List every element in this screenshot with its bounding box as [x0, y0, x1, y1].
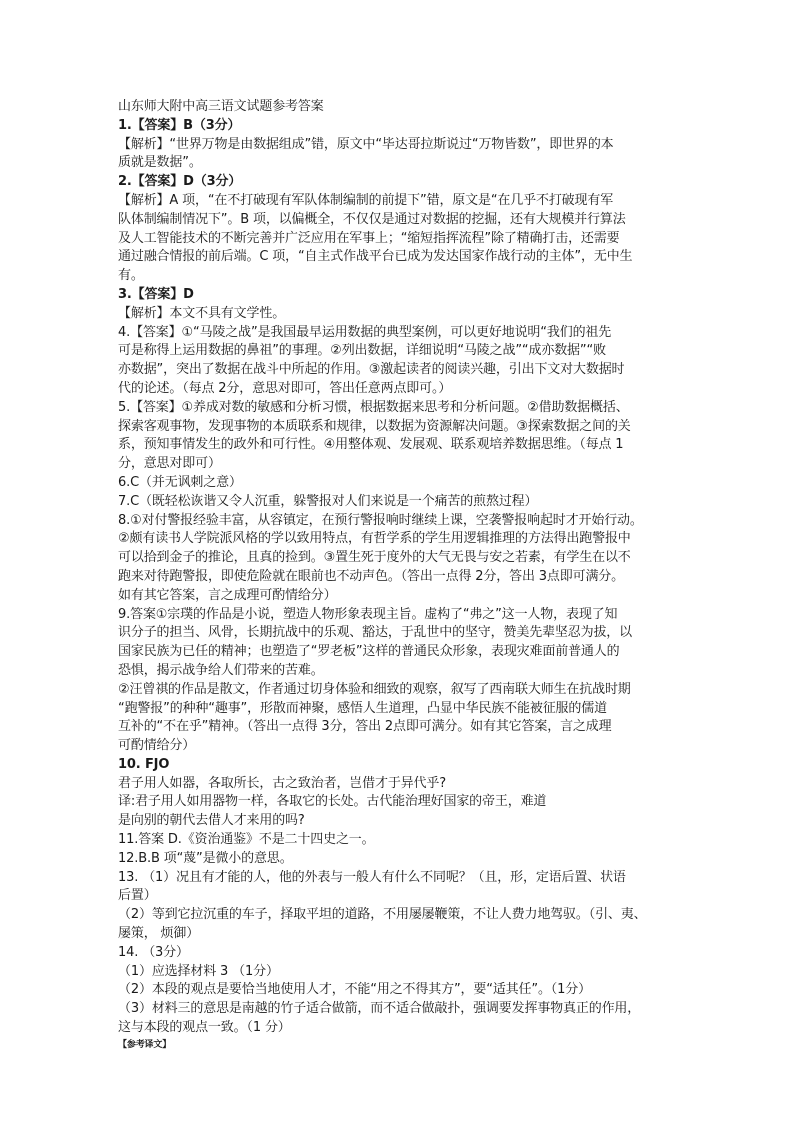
q9-answer-line: 9.答案①宗璞的作品是小说，塑造人物形象表现主旨。虚构了“弗之”这一人物，表现了知 [118, 606, 618, 622]
q9-answer-line: “跑警报”的种种“趣事”，形散而神聚，感悟人生道理，凸显中华民族不能被征服的儒道 [118, 700, 607, 716]
q11-answer-line: 11.答案 D.《资治通鉴》不是二十四史之一。 [118, 832, 375, 848]
q9-answer-line: 恐惧，揭示战争给人们带来的苦难。 [118, 662, 324, 678]
q10-answer-line: 君子用人如器，各取所长，古之致治者，岂借才于异代乎? [118, 775, 447, 791]
q9-answer-line: 互补的“不在乎”精神。（答出一点得 3分，答出 2点即可满分。如有其它答案，言之成理 [118, 719, 612, 735]
q13-answer-line: 后置） [118, 888, 157, 904]
q4-answer-line: 可是称得上运用数据的鼻祖”的事理。②列出数据，详细说明“马陵之战”“成亦数据”“败 [118, 343, 606, 359]
q13-answer-line: 13. （1）况且有才能的人，他的外表与一般人有什么不同呢？（且，形，定语后置、状语 [118, 869, 626, 885]
q10-answer-line: 是向别的朝代去借人才来用的吗? [118, 813, 305, 829]
q1-analysis-line: 【解析】“世界万物是由数据组成”错，原文中“毕达哥拉斯说过“万物皆数”，即世界的本 [118, 136, 614, 152]
q14-answer-line: （2）本段的观点是要恰当地使用人才，不能“用之不得其方”，要“适其任”。（1分） [118, 982, 591, 998]
q2-answer: 2.【答案】D（3分） [118, 174, 242, 190]
q4-answer-line: 亦数据”，突出了数据在战斗中所起的作用。③激起读者的阅读兴趣，引出下文对大数据时 [118, 362, 625, 378]
q3-answer: 3.【答案】D [118, 286, 194, 302]
q13-answer-line: 屡策， 烦御） [118, 926, 200, 942]
q1-answer: 1.【答案】B（3分） [118, 117, 241, 133]
q8-answer-line: 如有其它答案，言之成理可酌情给分） [118, 587, 337, 603]
q2-analysis-line: 【解析】A 项，“在不打破现有军队体制编制的前提下”错，原文是“在几乎不打破现有军 [118, 192, 614, 208]
q14-answer-line: （1）应选择材料 3 （1分） [118, 963, 279, 979]
q9-answer-line: 识分子的担当、风骨，长期抗战中的乐观、豁达，于乱世中的坚守，赞美先辈坚忍为拔，以 [118, 625, 633, 641]
answer-key-document [118, 98, 680, 1052]
q5-answer-line: 5.【答案】①养成对数的敏感和分析习惯，根据数据来思考和分析问题。②借助数据概括、 [118, 399, 629, 415]
reference-translation-heading: 【参考译文】 [118, 1039, 172, 1050]
q5-answer-line: 系，预知事情发生的政外和可行性。④用整体观、发展观、联系观培养数据思维。（每点 1 [118, 437, 624, 453]
q5-answer-line: 分，意思对即可） [118, 456, 221, 472]
q2-analysis-line: 通过融合情报的前后端。C 项，“自主式作战平台已成为发达国家作战行动的主体”，无中生 [118, 249, 633, 265]
q3-analysis-line: 【解析】本文不具有文学性。 [118, 305, 286, 321]
q2-analysis-line: 有。 [118, 268, 144, 284]
q9-answer-line: 国家民族为已任的精神；也塑造了“罗老板”这样的普通民众形象，表现灾难面前普通人的 [118, 644, 620, 660]
q2-analysis-line: 队体制编制情况下”。B 项，以偏概全，不仅仅是通过对数据的挖掘，还有大规模并行算法 [118, 211, 626, 227]
q2-analysis-line: 及人工智能技术的不断完善并广泛应用在军事上；“缩短指挥流程”除了精确打击，还需要 [118, 230, 620, 246]
q4-answer-line: 代的论述。（每点 2分，意思对即可，答出任意两点即可。） [118, 380, 452, 396]
q14-answer-line: 14. （3分） [118, 944, 189, 960]
q13-answer-line: （2）等到它拉沉重的车子，择取平坦的道路，不用屡屡鞭策，不让人费力地驾驭。（引、夷、 [118, 907, 647, 923]
q8-answer-line: 跑来对待跑警报，即使危险就在眼前也不动声色。（答出一点得 2分，答出 3点即可满分。 [118, 568, 625, 584]
q8-answer-line: 可以拾到金子的推论，且真的捡到。③置生死于度外的大气无畏与安之若素，有学生在以不 [118, 550, 631, 566]
q10-answer: 10. FJO [118, 756, 170, 772]
q14-answer-line: 这与本段的观点一致。（1 分） [118, 1020, 291, 1036]
q5-answer-line: 探索客观事物，发现事物的本质联系和规律，以数据为资源解决问题。③探索数据之间的关 [118, 418, 631, 434]
q10-answer-line: 译:君子用人如用器物一样，各取它的长处。古代能治理好国家的帝王，难道 [118, 794, 547, 810]
q9-answer-line: 可酌情给分） [118, 738, 196, 754]
q1-analysis-line: 质就是数据”。 [118, 155, 202, 171]
q8-answer-line: 8.①对付警报经验丰富，从容镇定，在预行警报响时继续上课，空袭警报响起时才开始行动。 [118, 512, 643, 528]
document-title: 山东师大附中高三语文试题参考答案 [118, 99, 324, 114]
q14-answer-line: （3）材料三的意思是南越的竹子适合做箭，而不适合做敲扑，强调要发挥事物真正的作用， [118, 1001, 641, 1017]
q7-answer-line: 7.C（既轻松诙谐又令人沉重，躲警报对人们来说是一个痛苦的煎熬过程） [118, 493, 538, 509]
q12-answer-line: 12.B.B 项“蔑”是微小的意思。 [118, 850, 293, 866]
q6-answer-line: 6.C（并无讽刺之意） [118, 474, 242, 490]
q9-answer-line: ②汪曾祺的作品是散文，作者通过切身体验和细致的观察，叙写了西南联大师生在抗战时期 [118, 681, 631, 697]
q8-answer-line: ②颇有读书人学院派风格的学以致用特点，有哲学系的学生用逻辑推理的方法得出跑警报中 [118, 531, 631, 547]
q4-answer-line: 4.【答案】①“马陵之战”是我国最早运用数据的典型案例，可以更好地说明“我们的祖先 [118, 324, 612, 340]
